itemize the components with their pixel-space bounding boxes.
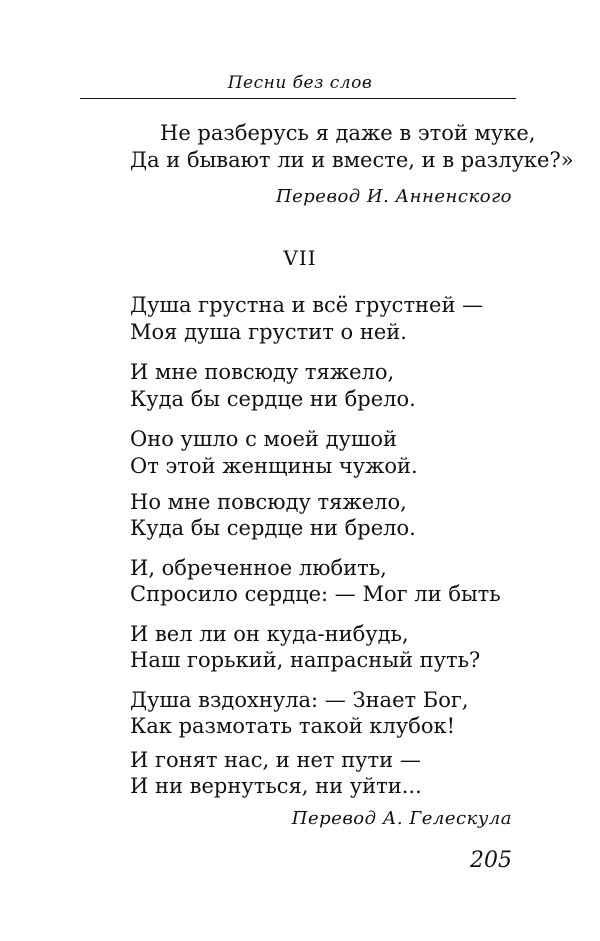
stanza-line: И, обреченное любить,: [130, 556, 387, 580]
header-rule: [80, 98, 516, 99]
stanza-line: Душа вздохнула: — Знает Бог,: [130, 688, 469, 712]
running-head: Песни без слов: [227, 73, 373, 93]
stanza-line: Оно ушло с моей душой: [130, 427, 398, 451]
stanza-line: И мне повсюду тяжело,: [130, 360, 395, 384]
translator-credit: Перевод А. Гелескула: [291, 808, 512, 829]
prev-poem-line: Да и бывают ли и вместе, и в разлуке?»: [130, 148, 574, 172]
stanza-line: Спросило сердце: — Мог ли быть: [130, 582, 501, 606]
translator-credit-prev: Перевод И. Анненского: [275, 186, 512, 207]
stanza-line: И вел ли он куда-нибудь,: [130, 622, 409, 646]
stanza-line: Как размотать такой клубок!: [130, 714, 456, 738]
stanza-line: Наш горький, напрасный путь?: [130, 648, 481, 672]
stanza-line: Но мне повсюду тяжело,: [130, 490, 407, 514]
stanza-line: Душа грустна и всё грустней —: [130, 293, 484, 317]
stanza-line: И ни вернуться, ни уйти...: [130, 774, 422, 798]
stanza-line: Куда бы сердце ни брело.: [130, 516, 416, 540]
poem-number: VII: [283, 246, 317, 270]
prev-poem-line: Не разберусь я даже в этой муке,: [160, 121, 536, 145]
stanza-line: Куда бы сердце ни брело.: [130, 387, 416, 411]
stanza-line: От этой женщины чужой.: [130, 454, 418, 478]
stanza-line: И гонят нас, и нет пути —: [130, 748, 421, 772]
page-number: 205: [470, 848, 512, 873]
stanza-line: Моя душа грустит о ней.: [130, 320, 407, 344]
